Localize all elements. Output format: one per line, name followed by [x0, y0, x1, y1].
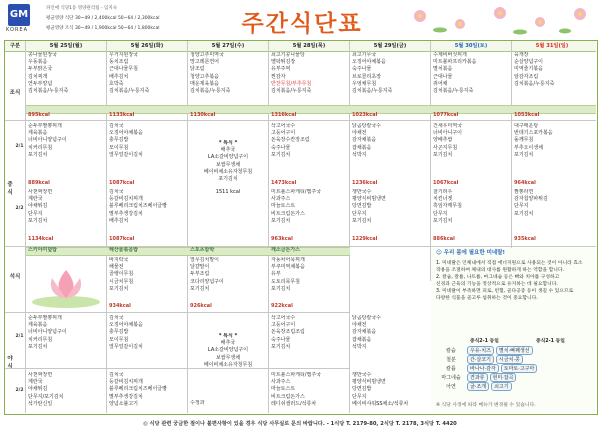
menu-item: 김치볶음/누룽지죽 [271, 88, 312, 95]
menu-item: 열무김치말이 [190, 257, 219, 263]
menu-item: 마늘토스트 [271, 386, 296, 393]
menu-item: 잡채볶음 [352, 144, 372, 151]
menu-item: 매운제육볶음 [190, 80, 219, 87]
menu-item: 근대나물 [433, 73, 453, 80]
menu-item: 미역줄기볶음 [514, 66, 543, 73]
menu-item: 멸부추생강김치 [109, 393, 143, 400]
menu-item: 번데기스포카볶음 [514, 130, 553, 137]
menu-item: 우거지된장국 [109, 52, 138, 58]
menu-item: 유부 [271, 271, 281, 278]
menu-item: 감자칩양파튀김 [514, 196, 548, 203]
kcal-breakfast-wed: 1130kcal [190, 112, 216, 118]
section-shift-1b: 2/1 [15, 334, 24, 339]
kcal-lunch1-mon: 889kcal [28, 180, 50, 186]
table-row [436, 364, 592, 373]
lunch1-thu [271, 123, 349, 159]
menu-item: 계란국 [28, 379, 43, 386]
dinner-wed [190, 257, 268, 293]
dinner-bar-mon: 스키야끼덮밥 [28, 247, 57, 253]
menu-item: 고등어구이 [271, 322, 296, 329]
lunch2-sun [514, 189, 594, 218]
menu-item: 너비아니양념구이 [28, 137, 67, 144]
table-cell: 철분 [446, 357, 456, 363]
info-table [436, 346, 592, 391]
dinner-bar-wed: 스포츠함박 [190, 247, 215, 253]
menu-item: 육개장 [514, 52, 529, 58]
col-divider [25, 41, 26, 413]
menu-item: 야채전 [352, 322, 367, 329]
menu-item: 계란국 [28, 196, 43, 203]
night2-tue [109, 372, 187, 408]
menu-item: 잡채볶음 [352, 336, 372, 343]
menu-item: 찰기려우 [433, 189, 453, 195]
menu-item: 레디쉬샐러드/석류차 [271, 400, 317, 407]
lunch1-fri [352, 123, 430, 159]
lunch2-mon [28, 189, 106, 225]
menu-item: 모이무침 [109, 144, 129, 151]
menu-item: 오징어야채볶음 [109, 130, 143, 137]
night1-mon [28, 315, 106, 351]
kcal-lunch2-fri: 1229kcal [352, 236, 378, 242]
menu-item: 포기김치 [271, 151, 291, 158]
night2-mon [28, 372, 106, 408]
menu-item: 석박지 [352, 343, 367, 350]
menu-item: 포기김치 [28, 151, 48, 158]
menu-item: 자동차어묵찌개 [271, 257, 305, 263]
special-title: * 특식 * [218, 333, 238, 339]
menu-item: 제육볶음 [28, 322, 48, 329]
table-cell: 우유·치즈 [467, 346, 494, 355]
lunch2-tue [109, 189, 187, 225]
menu-item: 치커리무침 [28, 336, 53, 343]
page-title: 주간식단표 [241, 11, 363, 37]
col-divider [349, 41, 350, 413]
menu-item: 감자채볶음 [352, 329, 377, 336]
dinner-bar-thu: 깨소금돈가스 [271, 247, 300, 253]
lunch2-sat [433, 189, 511, 225]
info-table-title-left: 중식2-1 동일 [470, 339, 499, 344]
menu-item: 당면김밥 [352, 203, 372, 210]
table-cell: 토마토·고구마 [501, 364, 538, 373]
table-row [436, 382, 592, 391]
kcal-lunch2-tue: 1087kcal [109, 236, 135, 242]
breakfast-wed [190, 52, 268, 95]
menu-item: 우동볶음 [28, 59, 48, 66]
menu-item: 블루베리크림치즈베이글빵 [109, 386, 167, 393]
menu-item: 김치볶음/누룽지죽 [190, 88, 231, 95]
night1-fri [352, 315, 430, 351]
info-line: 3. 미네랄이 부족하면 피로, 빈혈, 골다공증 등이 생길 수 있으므로 [436, 289, 574, 294]
night2-fri [352, 372, 430, 408]
kcal-dinner-tue: 934kcal [109, 303, 131, 309]
menu-item: 단무지/포기김치 [28, 393, 64, 400]
info-line-1: 평균영양 식단 30~49 / 2,400kcal 50~64 / 2,300kcal [46, 16, 160, 21]
menu-item: 충무김밥 [109, 329, 129, 336]
kcal-breakfast-thu: 1316kcal [271, 112, 297, 118]
menu-item: 대구매운탕 [514, 123, 539, 129]
menu-item: 수제비버섯찌개 [433, 52, 467, 58]
menu-item: 달걀말이 [190, 264, 210, 271]
menu-item: 단무지 [352, 210, 367, 217]
menu-item: 미트볼파프리카볶음 [433, 59, 477, 66]
menu-item: 김치볶음/누룽지죽 [28, 88, 69, 95]
breakfast-tue [109, 52, 187, 95]
day-header-sun: 5월 31일(일) [535, 43, 569, 49]
section-shift-1: 2/1 [15, 144, 24, 149]
menu-item: 김치국 [109, 189, 124, 195]
menu-item: 삭고어국수 [271, 123, 296, 129]
menu-item: 비트크림돈가스 [271, 210, 305, 217]
special-title: * 특식 * [218, 140, 238, 146]
menu-item: 배추김치 [109, 217, 129, 224]
table-cell: 현미·잡곡 [490, 373, 517, 382]
lunch1-sun [514, 123, 594, 159]
menu-item: 순살양념구이 [514, 59, 543, 66]
menu-item: 양배추쌈 [433, 137, 453, 144]
kcal-dinner-wed: 926kcal [190, 303, 212, 309]
menu-item: 쟁반국수 [352, 189, 372, 195]
kcal-breakfast-sat: 1077kcal [433, 112, 459, 118]
table-cell: 칼슘 [446, 348, 456, 354]
menu-item: 오징어야채볶음 [352, 59, 386, 66]
dinner-thu [271, 257, 349, 293]
day-header-thu: 5월 28일(목) [292, 43, 326, 49]
kcal-lunch1-tue: 1087kcal [109, 180, 135, 186]
info-line: 다양한 식품을 골고루 섭취하는 것이 중요합니다. [436, 296, 538, 301]
menu-item: 비트크림돈가스 [271, 393, 305, 400]
menu-item: 김치국 [109, 372, 124, 378]
menu-item: 포기김치 [271, 217, 291, 224]
col-divider [430, 41, 431, 281]
lotus-illustration [26, 258, 106, 310]
menu-item: 포기김치 [28, 217, 48, 224]
table-cell: 칼륨 [446, 366, 456, 372]
menu-item: 두부조림 [190, 271, 210, 278]
menu-item: 충무김밥 [109, 137, 129, 144]
special-kcal: 1511 kcal [215, 189, 241, 196]
night-special [188, 333, 268, 369]
section-breakfast: 조식 [9, 90, 21, 96]
menu-item: 골뱅이무침 [109, 271, 134, 278]
breakfast-fri [352, 52, 430, 95]
menu-item: 포기김치 [109, 285, 129, 292]
lunch1-sat [433, 123, 511, 159]
menu-item: 숙주나물 [352, 66, 372, 73]
menu-item: 석가탄신일 [28, 400, 53, 407]
menu-item: 두부맑은국 [28, 66, 53, 73]
menu-item: 숙주나물 [271, 336, 291, 343]
info-line-2: 평균영양 조식 30~49 / 1,900kcal 50~64 / 1,800kcal [46, 26, 160, 31]
menu-item: 쇠고기콩나물탕 [271, 52, 305, 58]
menu-item: 너비아니구이 [433, 130, 462, 137]
logo-subtitle: KOREA [6, 27, 28, 33]
menu-item: 배추국 [220, 340, 236, 347]
day-header-fri: 5월 29일(금) [373, 43, 407, 49]
menu-item: 사천짜장면 [28, 189, 53, 195]
menu-item: 알감자조림 [514, 73, 539, 80]
menu-item: 베이비채소유자청무침 [203, 361, 253, 368]
menu-item: 미트볼스파게티/햄주국 [271, 372, 321, 378]
col-divider [511, 41, 512, 281]
table-row [436, 373, 592, 382]
table-row [436, 355, 592, 364]
kcal-lunch2-thu: 963kcal [271, 236, 293, 242]
menu-item: 사과주스 [271, 196, 291, 203]
menu-item: 닭조림 [190, 66, 205, 73]
menu-item: 평양식비빔냉면 [352, 379, 386, 386]
menu-item: 닭곰탕칼국수 [352, 123, 381, 129]
lunch2-fri [352, 189, 430, 225]
section-shift-2: 2/2 [15, 206, 24, 211]
info-line: 1. 미네랄은 인체내에서 직접 에너지원으로 사용되는 것이 아니라 효소 [436, 261, 583, 266]
menu-item: 단무지 [28, 210, 43, 217]
table-cell: 쇠고기 [491, 382, 512, 391]
menu-item: 유부주먹 [271, 66, 291, 73]
menu-item: 포기김치 [28, 343, 48, 350]
kcal-dinner-thu: 922kcal [271, 303, 293, 309]
flower-decoration [400, 4, 595, 38]
menu-item: 콩나물된장국 [28, 52, 57, 58]
menu-item: 쥐어채 [433, 80, 448, 87]
day-header-mon: 5월 25일(월) [49, 43, 83, 49]
menu-item: 석박지 [352, 151, 367, 158]
menu-item: 포기김치 [514, 210, 534, 217]
menu-item: 찐감자 [271, 73, 286, 80]
info-line: 신경과 근육의 기능을 정상적으로 유지하는 데 필요합니다. [436, 282, 558, 287]
menu-item: 감자채볶음 [352, 137, 377, 144]
menu-item: 호박죽 [109, 80, 124, 87]
menu-item: 건새우미역국 [433, 123, 462, 129]
menu-item: 보쌈무생채 [215, 354, 241, 361]
lunch1-mon [28, 123, 106, 159]
breakfast-sat [433, 52, 511, 95]
kcal-lunch2-mon: 1134kcal [28, 236, 54, 242]
menu-item: 부추오이생채 [514, 144, 543, 151]
info-line: 작용을 조절하여 체내의 대사를 원활하게 하는 역할을 합니다. [436, 268, 565, 273]
menu-item: 배추국 [220, 147, 236, 154]
menu-item: 멸부추생강김치 [109, 210, 143, 217]
menu-item: 보쌈무생채 [215, 161, 241, 168]
day-header-wed: 5월 27일(수) [211, 43, 245, 49]
menu-item: 고등어구이 [271, 130, 296, 137]
menu-item: 청양고추볶음 [190, 73, 219, 80]
menu-item: 멜팍튀김장 [271, 59, 296, 66]
menu-item: 근대나물무침 [109, 66, 138, 73]
special-menu [188, 140, 268, 196]
menu-item: 바지락국 [109, 257, 129, 263]
breakfast-mon [28, 52, 106, 95]
table-cell: 굴·조개 [467, 382, 489, 391]
row-divider [5, 120, 596, 121]
section-night: 야식 [7, 356, 13, 370]
menu-item: 망고레몬연어 [190, 59, 219, 66]
breakfast-sun [514, 52, 594, 88]
menu-item: 포기김치 [433, 151, 453, 158]
menu-item: 야채튀김 [28, 386, 48, 393]
table-cell: 마그네슘 [441, 375, 461, 381]
footer-note: ◎ 식당 관련 궁금한 점이나 불편사항이 있을 경우 식당 사무실로 문의 바랍니다. - 1식당 T. 2179-80, 2식당 T. 2178, 3식당 T. 4420 [143, 421, 457, 427]
info-title: 파인애 식당1동 영양관리팀 - 임지숙 [46, 6, 118, 11]
menu-item: 포기김치 [514, 151, 534, 158]
menu-item: LA소갈비양념구이 [207, 347, 249, 354]
menu-item: 돈육장조림조림 [271, 329, 305, 336]
menu-item: 연두부양념 [28, 80, 53, 87]
menu-item: 포기김치 [190, 285, 210, 292]
menu-item: 순두부짬뽕찌개 [28, 315, 62, 321]
kcal-lunch1-sun: 964kcal [514, 180, 536, 186]
menu-item: 제육볶음 [28, 130, 48, 137]
menu-item: 돌깨무침 [514, 137, 534, 144]
menu-item: 김치볶음/누룽지죽 [109, 88, 150, 95]
night2-thu [271, 372, 349, 408]
menu-item: 당면김밥 [352, 386, 372, 393]
night1-thu [271, 315, 349, 351]
day-header-label: 구분 [9, 43, 21, 49]
menu-item: 포기김치 [433, 217, 453, 224]
table-cell: 바나나·감자 [467, 364, 499, 373]
menu-item: 우엉채무침 [352, 80, 377, 87]
kcal-lunch2-sat: 886kcal [433, 236, 455, 242]
kcal-breakfast-tue: 1133kcal [109, 112, 135, 118]
table-cell: 견과류 [467, 373, 488, 382]
menu-item: 브로콜리초장 [352, 73, 381, 80]
menu-item: 돈육장수칸장조림 [271, 137, 310, 144]
dinner-tue [109, 257, 187, 293]
night2-wed [190, 400, 268, 407]
info-heading: ☺ 우리 몸에 필요한 미네랄! [436, 250, 506, 256]
menu-item: 열무얼갈이김치 [109, 343, 143, 350]
menu-item: 단무지 [352, 393, 367, 400]
menu-item: 멸치볶음 [433, 66, 453, 73]
dinner-bar-tue: 해산물볶음밥 [109, 247, 138, 253]
kcal-breakfast-sun: 1053kcal [514, 112, 540, 118]
col-divider [268, 41, 269, 413]
info-text [436, 260, 594, 302]
breakfast-thu [271, 52, 349, 95]
menu-item: 김치볶음/누룽지죽 [352, 88, 393, 95]
menu-item: 등갈비김치찌개 [109, 379, 143, 386]
menu-item: 단무지 [433, 210, 448, 217]
menu-item: 치커리무침 [28, 144, 53, 151]
table-cell: 시금치·콩 [496, 355, 523, 364]
table-cell: 멸치·뼈째생선 [496, 346, 533, 355]
kcal-breakfast-mon: 895kcal [28, 112, 50, 118]
menu-item: 베이비채소유자청무침 [203, 168, 253, 175]
menu-item: 야채전 [352, 130, 367, 137]
row-divider [5, 312, 350, 313]
menu-item: 청양고추미역국 [190, 52, 224, 58]
menu-item: 코다리양념구이 [190, 278, 224, 285]
menu-item: 부쿠미역채볶음 [271, 264, 305, 271]
menu-item: 해물전 [109, 264, 124, 271]
menu-item: 삭고어국수 [271, 315, 296, 321]
menu-item: 포기김치 [271, 285, 291, 292]
menu-item: 흑임자깨무침 [433, 203, 462, 210]
menu-item: 치킨너겟 [433, 196, 453, 203]
info-line: 2. 칼슘, 칼륨, 나트륨, 마그네슘 등은 뼈와 치아를 구성하고 [436, 275, 560, 280]
menu-item: 등갈비김치찌개 [109, 196, 143, 203]
logo [8, 4, 30, 26]
menu-item: 사곤지무침 [433, 144, 458, 151]
menu-item: 배추김치 [109, 73, 129, 80]
menu-item: 야채튀김 [28, 203, 48, 210]
menu-item: 사천짜장면 [28, 372, 53, 378]
menu-item: 동치조림 [109, 59, 129, 66]
menu-item: 김치볶음/누룽지죽 [514, 80, 555, 87]
menu-item: 너비아니양념구이 [28, 329, 67, 336]
info-block [46, 5, 196, 31]
menu-item: 포기김치 [271, 343, 291, 350]
menu-item: 포기김치 [218, 176, 238, 183]
menu-item: 미트볼스파게티/햄주국 [271, 189, 321, 195]
menu-item: 김치찌개 [28, 73, 48, 80]
table-cell: 간·살코기 [467, 355, 494, 364]
menu-item: 모이무침 [109, 336, 129, 343]
menu-item: 쟁반국수 [352, 372, 372, 378]
night1-tue [109, 315, 187, 351]
menu-item: 열무얼갈이김치 [109, 151, 143, 158]
menu-item: 양념소불고기 [109, 400, 138, 407]
kcal-lunch1-sat: 1067kcal [433, 180, 459, 186]
day-header-tue: 5월 26일(화) [130, 43, 164, 49]
menu-item: 김치볶음/누룽지죽 [433, 88, 474, 95]
menu-item: 쇠고기무국 [352, 52, 377, 58]
menu-item: 도토리묵무침 [271, 278, 300, 285]
menu-item: 블루베리크림치즈베이글빵 [109, 203, 167, 210]
menu-item: 짬뽕라면 [514, 189, 534, 195]
kcal-lunch1-thu: 1473kcal [271, 180, 297, 186]
kcal-lunch2-sun: 935kcal [514, 236, 536, 242]
row-divider [5, 368, 350, 369]
section-shift-2b: 2/2 [15, 388, 24, 393]
section-dinner: 석식 [9, 274, 21, 280]
col-divider [106, 41, 107, 413]
menu-item: 오징어야채볶음 [109, 322, 143, 329]
info-table-title-right: 중식2-1 동일 [536, 339, 565, 344]
menu-item: 포기김치 [352, 217, 372, 224]
table-cell: 아연 [446, 384, 456, 390]
menu-item: 베이비샤워SS채소/석류차 [352, 400, 409, 407]
menu-item: 사과주스 [271, 379, 291, 386]
menu-item: 평양식비빔냉면 [352, 196, 386, 203]
section-lunch: 중식 [7, 182, 13, 196]
menu-item: 시금치무침 [109, 278, 134, 285]
menu-item: 닭곰탕칼국수 [352, 315, 381, 321]
kcal-breakfast-fri: 1023kcal [352, 112, 378, 118]
menu-item: LA소갈비양념구이 [207, 154, 249, 161]
menu-item: 수정과 [190, 400, 205, 406]
logo-text: GM [9, 9, 29, 20]
menu-item: 김치국 [109, 123, 124, 129]
menu-item: 숙주나물 [271, 144, 291, 151]
kcal-lunch1-fri: 1236kcal [352, 180, 378, 186]
lunch1-tue [109, 123, 187, 159]
table-row [436, 346, 592, 355]
day-header-sat: 5월 30일(토) [454, 43, 488, 49]
lunch2-thu [271, 189, 349, 225]
menu-item: 김치국 [109, 315, 124, 321]
menu-item: 순두부짬뽕찌개 [28, 123, 62, 129]
menu-item-highlight: 반찬무침/부추무침 [271, 80, 312, 87]
info-closing: ※ 식당 사정에 따라 메뉴가 변경될 수 있습니다. [436, 403, 536, 408]
menu-item: 단무지 [514, 203, 529, 210]
menu-item: 마늘토스트 [271, 203, 296, 210]
